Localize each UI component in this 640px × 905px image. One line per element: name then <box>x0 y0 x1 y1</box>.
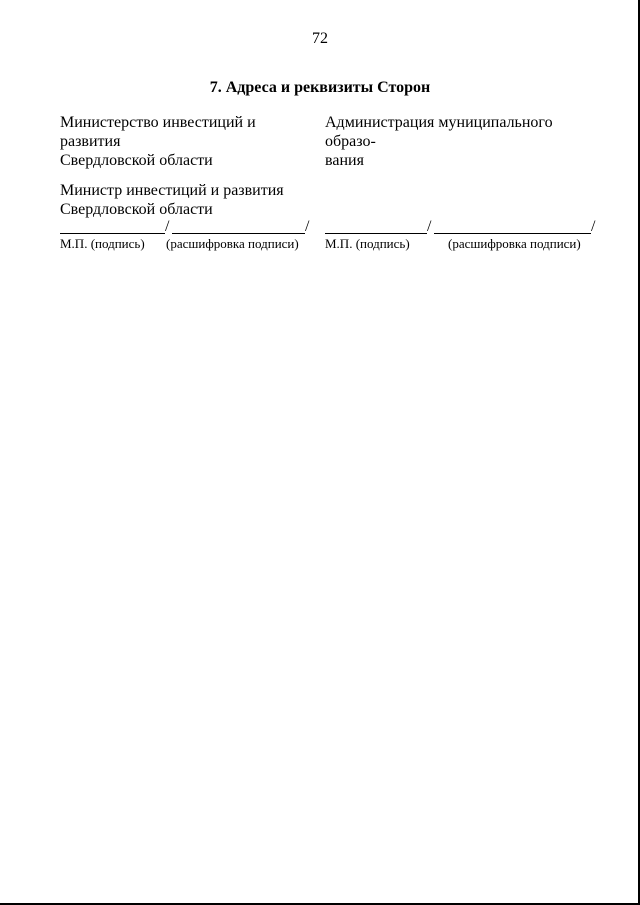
signature-slash-right-1: / <box>427 218 432 235</box>
party-left-name-line1: Министерство инвестиций и развития <box>60 114 256 150</box>
caption-left-stamp: М.П. (подпись) <box>60 236 145 251</box>
party-right-name <box>325 113 605 170</box>
signature-row-left <box>60 214 310 234</box>
signature-slash-left-2: / <box>305 218 310 235</box>
signature-line-left <box>60 233 165 234</box>
caption-right-decode: (расшифровка подписи) <box>448 236 581 251</box>
signature-row-right <box>325 214 600 234</box>
caption-right-stamp: М.П. (подпись) <box>325 236 410 251</box>
signature-slash-left-1: / <box>165 218 170 235</box>
signature-decode-line-right <box>434 233 591 234</box>
signer-left-line2: Свердловской области <box>60 201 213 218</box>
signature-line-right <box>325 233 427 234</box>
signature-slash-right-2: / <box>591 218 596 235</box>
party-right-name-line1: Администрация муниципального образо- <box>325 114 553 150</box>
caption-left-decode: (расшифровка подписи) <box>166 236 299 251</box>
section-title: 7. Адреса и реквизиты Сторон <box>209 79 431 96</box>
signature-decode-line-left <box>172 233 305 234</box>
page-number: 72 <box>312 30 328 47</box>
party-left-name <box>60 113 310 170</box>
party-left-name-line2: Свердловской области <box>60 152 213 169</box>
party-right-name-line2: вания <box>325 152 364 169</box>
signer-left-line1: Министр инвестиций и развития <box>60 182 284 199</box>
